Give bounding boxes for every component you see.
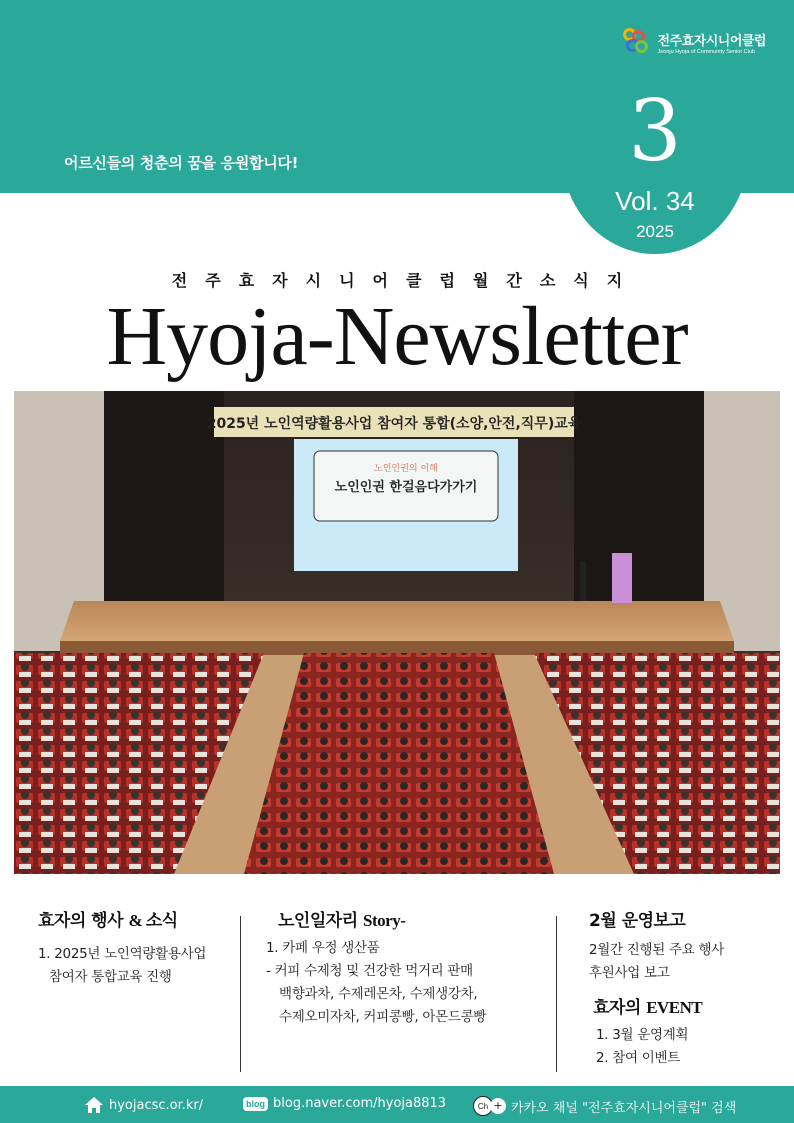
column-report-title: 2월 운영보고	[589, 911, 686, 931]
column-events-title: 효자의 행사 & 소식	[38, 911, 178, 931]
column-event-line: 1. 3월 운영계획	[596, 1027, 689, 1043]
column-story-line: 백향과차, 수제레몬차, 수제생강차,	[279, 986, 478, 1002]
homepage-url: hyojacsc.or.kr/	[109, 1097, 204, 1113]
kakao-channel-text: 카카오 채널 "전주효자시니어클럽" 검색	[511, 1100, 737, 1116]
blog-icon: blog	[243, 1097, 268, 1111]
column-report	[589, 906, 779, 1070]
logo-english-name: Jeonju Hyoja of Community Senior Club	[657, 48, 755, 55]
home-icon	[84, 1096, 104, 1114]
blog-url: blog.naver.com/hyoja8813	[273, 1096, 447, 1111]
column-report-line: 후원사업 보고	[589, 965, 670, 981]
column-report-line: 2월간 진행된 주요 행사	[589, 942, 724, 958]
logo-name: 전주효자시니어클럽	[657, 33, 766, 49]
column-story-title: 노인일자리 Story-	[278, 911, 406, 931]
column-story-line: 수제오미자차, 커피콩빵, 아몬드콩빵	[279, 1009, 487, 1025]
column-events	[38, 906, 238, 989]
screen-title: 노인인권 한걸음다가가기	[334, 480, 478, 495]
column-story-line: 1. 카페 우정 생산품	[266, 940, 380, 956]
column-events-line: 참여자 통합교육 진행	[49, 969, 172, 985]
column-story	[266, 906, 546, 1029]
column-divider	[240, 916, 241, 1072]
column-divider	[556, 916, 557, 1072]
slogan: 어르신들의 청춘의 꿈을 응원합니다!	[64, 154, 299, 172]
homepage-link[interactable]	[84, 1096, 203, 1114]
club-logo	[623, 28, 766, 56]
newsletter-subtitle: 전주효자시니어클럽월간소식지	[171, 271, 641, 290]
column-event-line: 2. 참여 이벤트	[596, 1050, 680, 1066]
kakao-channel-icon: Ch +	[473, 1096, 506, 1116]
column-story-line: - 커피 수제청 및 건강한 먹거리 판매	[266, 963, 473, 979]
issue-volume: Vol. 34	[615, 186, 695, 216]
column-event-title: 효자의 EVENT	[593, 998, 703, 1018]
column-events-line: 1. 2025년 노인역량활용사업	[38, 946, 207, 962]
blog-link[interactable]	[243, 1096, 446, 1111]
club-logo-icon	[623, 28, 651, 56]
footer-bar	[0, 1086, 794, 1123]
kakao-channel-link[interactable]	[473, 1096, 736, 1116]
photo-banner: 2025년 노인역량활용사업 참여자 통합(소양,안전,직무)교육	[206, 416, 582, 432]
issue-month: 3	[628, 82, 682, 180]
issue-year: 2025	[636, 222, 674, 241]
screen-subtitle: 노인인권의 이해	[374, 464, 438, 474]
cover-photo	[14, 391, 780, 874]
newsletter-title: Hyoja-Newsletter	[106, 290, 688, 383]
